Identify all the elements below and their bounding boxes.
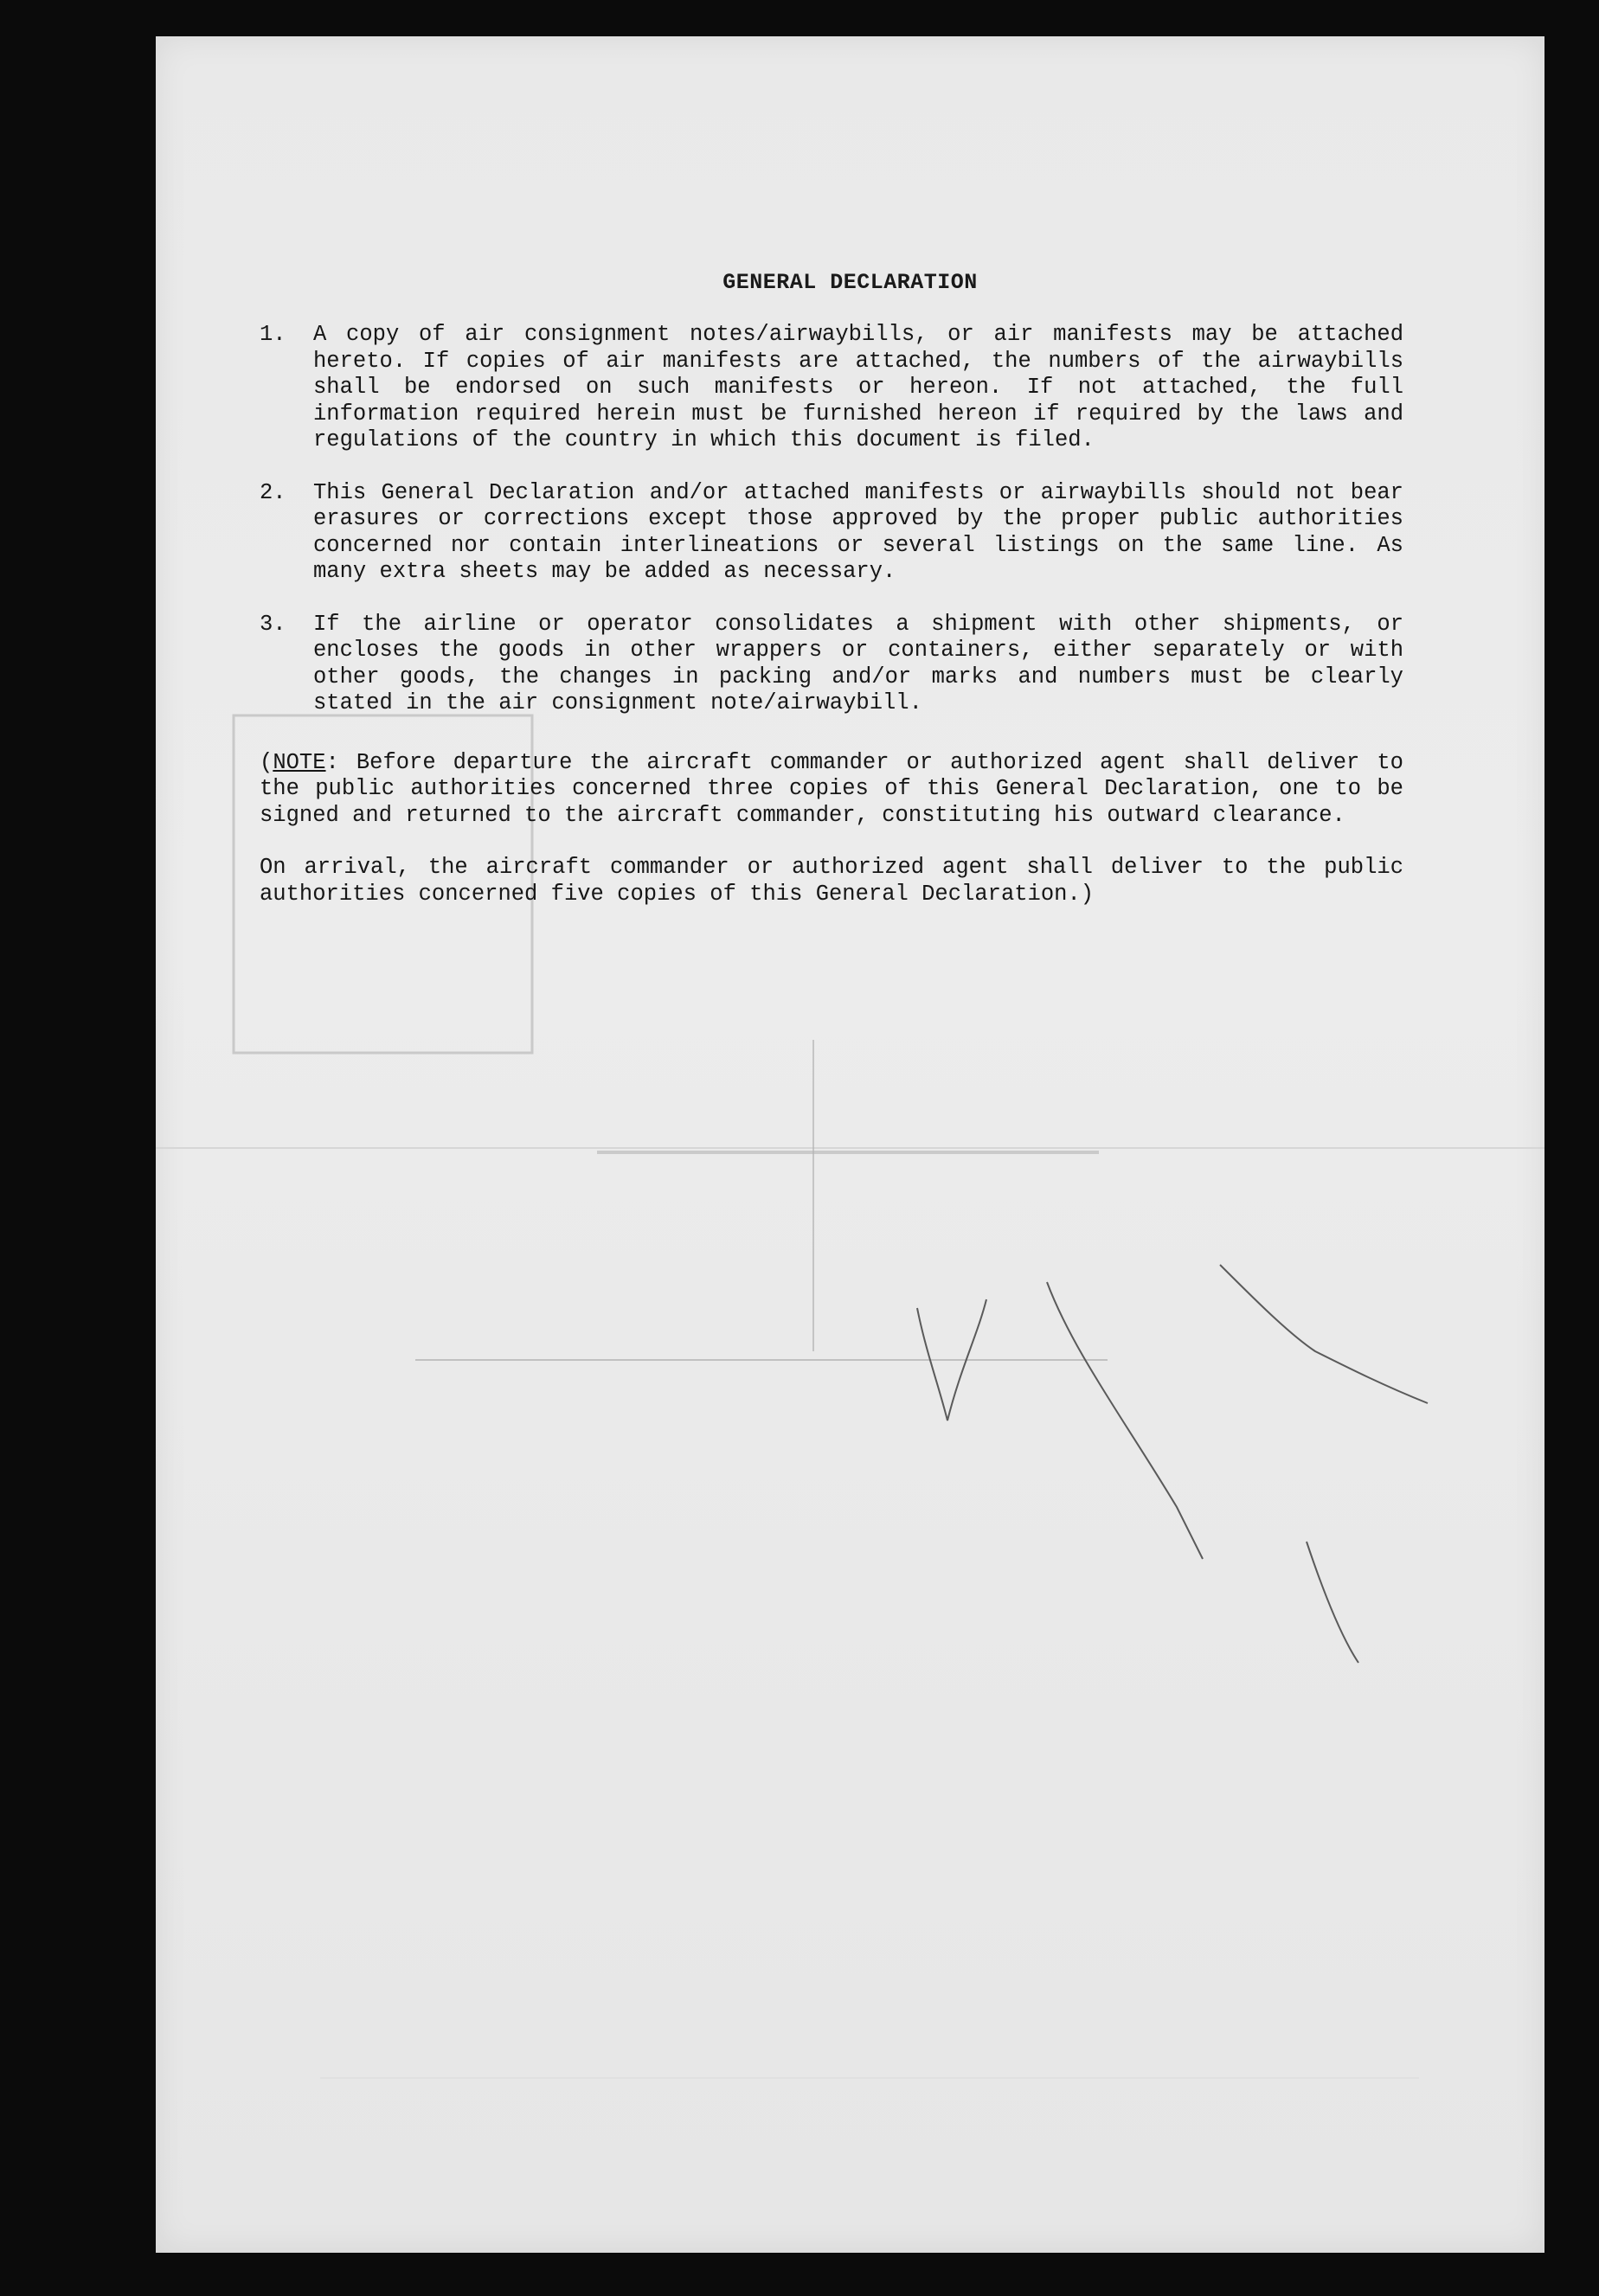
item-number: 2. bbox=[260, 479, 286, 505]
list-item bbox=[260, 612, 1403, 717]
document-page bbox=[156, 36, 1544, 2253]
signature-scribble bbox=[917, 1265, 1428, 1663]
item-text: This General Declaration and/or attached manifests or airwaybills should not bear erasures or corrections except those approved by the proper public authorities concerned nor contain interlineations or several listings on the same line. As many extra sheets may be added as necessary. bbox=[313, 479, 1403, 584]
note-label: NOTE bbox=[273, 749, 326, 775]
list-item bbox=[260, 322, 1403, 454]
item-number: 3. bbox=[260, 611, 286, 637]
arrival-note: On arrival, the aircraft commander or authorized agent shall deliver to the public authorities concerned five copies of this General Declaration.) bbox=[260, 855, 1403, 907]
document-title: GENERAL DECLARATION bbox=[722, 270, 978, 295]
note-open-paren: ( bbox=[260, 749, 273, 775]
note-text: : Before departure the aircraft commander or authorized agent shall deliver to the public authorities concerned three copies of this General Declaration, one to be signed and returned to the aircraft commander, constituting his outward clearance. bbox=[260, 749, 1403, 828]
list-item bbox=[260, 480, 1403, 586]
declaration-body bbox=[260, 322, 1403, 907]
departure-note bbox=[260, 750, 1403, 830]
item-number: 1. bbox=[260, 322, 286, 347]
item-text: If the airline or operator consolidates a shipment with other shipments, or encloses the goods in other wrappers or containers, either separately or with other goods, the changes in packing and/or marks and numbers must be clearly stated in the air consignment note/airwaybill. bbox=[313, 611, 1403, 715]
item-text: A copy of air consignment notes/airwaybills, or air manifests may be attached hereto. If copies of air manifests are attached, the numbers of the airwaybills shall be endorsed on such manifests or hereon. If not attached, the full information required herein must be furnished hereon if required by the laws and regulations of the country in which this document is filed. bbox=[313, 322, 1403, 452]
